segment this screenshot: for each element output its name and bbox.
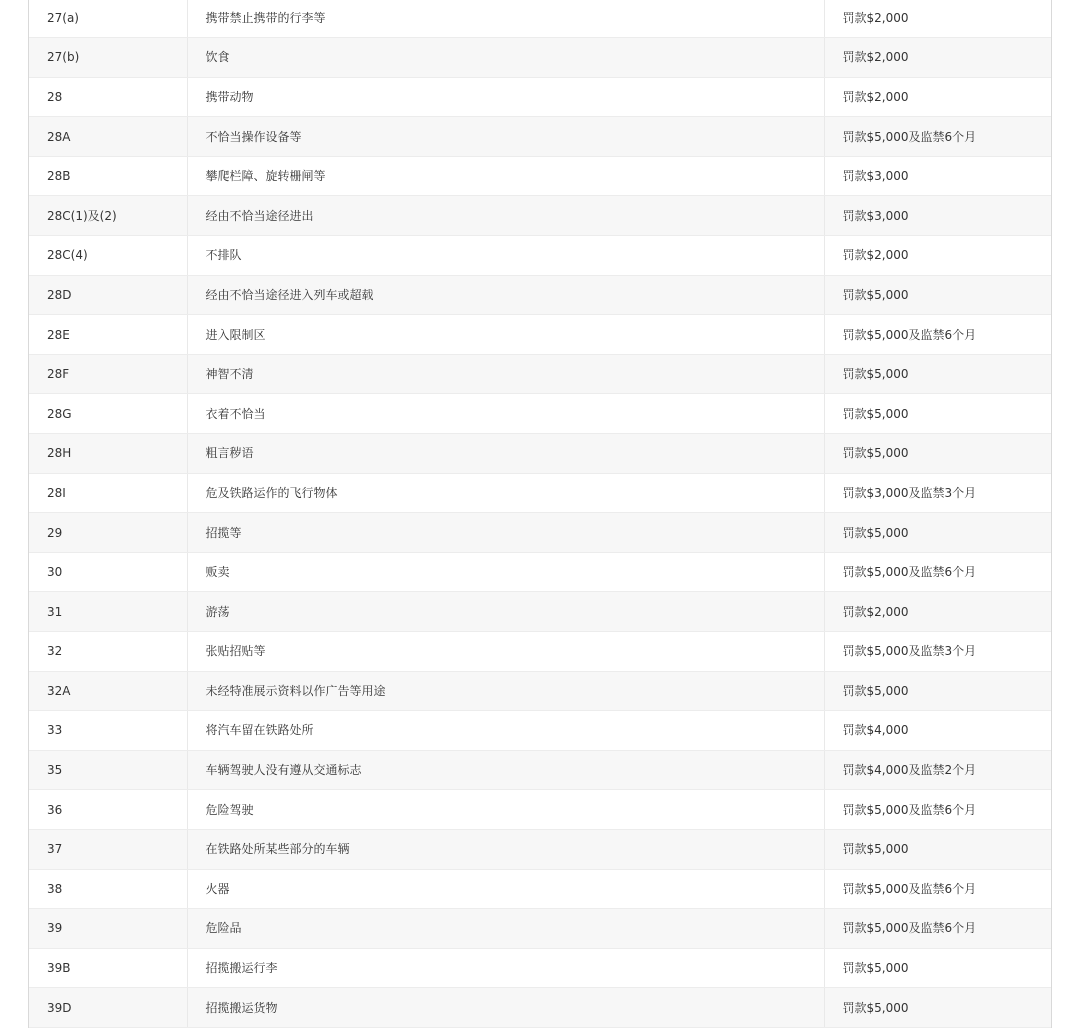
table-row xyxy=(29,117,1051,157)
offence-cell: 不恰当操作设备等 xyxy=(187,117,824,157)
penalty-table-container xyxy=(28,0,1052,1028)
table-row xyxy=(29,711,1051,751)
penalty-cell: 罚款$4,000及监禁2个月 xyxy=(824,750,1051,790)
offence-cell: 危及铁路运作的飞行物体 xyxy=(187,473,824,513)
offence-cell: 张贴招贴等 xyxy=(187,632,824,672)
section-cell: 31 xyxy=(29,592,187,632)
table-row xyxy=(29,354,1051,394)
penalty-cell: 罚款$5,000及监禁6个月 xyxy=(824,552,1051,592)
penalty-cell: 罚款$2,000 xyxy=(824,38,1051,78)
penalty-cell: 罚款$5,000 xyxy=(824,354,1051,394)
offence-cell: 招揽等 xyxy=(187,513,824,553)
penalty-cell: 罚款$5,000及监禁6个月 xyxy=(824,869,1051,909)
table-row xyxy=(29,513,1051,553)
section-cell: 28E xyxy=(29,315,187,355)
penalty-table xyxy=(29,0,1051,1028)
table-row xyxy=(29,315,1051,355)
penalty-cell: 罚款$3,000 xyxy=(824,156,1051,196)
penalty-cell: 罚款$5,000 xyxy=(824,988,1051,1028)
table-row xyxy=(29,275,1051,315)
offence-cell: 携带禁止携带的行李等 xyxy=(187,0,824,38)
table-row xyxy=(29,869,1051,909)
table-row xyxy=(29,592,1051,632)
offence-cell: 招揽搬运货物 xyxy=(187,988,824,1028)
section-cell: 38 xyxy=(29,869,187,909)
offence-cell: 未经特准展示资料以作广告等用途 xyxy=(187,671,824,711)
penalty-cell: 罚款$3,000 xyxy=(824,196,1051,236)
section-cell: 28F xyxy=(29,354,187,394)
table-row xyxy=(29,671,1051,711)
offence-cell: 危险品 xyxy=(187,909,824,949)
penalty-cell: 罚款$2,000 xyxy=(824,592,1051,632)
offence-cell: 危险驾驶 xyxy=(187,790,824,830)
table-row xyxy=(29,473,1051,513)
section-cell: 39 xyxy=(29,909,187,949)
table-row xyxy=(29,196,1051,236)
offence-cell: 携带动物 xyxy=(187,77,824,117)
section-cell: 28D xyxy=(29,275,187,315)
penalty-cell: 罚款$2,000 xyxy=(824,77,1051,117)
table-row xyxy=(29,909,1051,949)
section-cell: 36 xyxy=(29,790,187,830)
penalty-cell: 罚款$5,000 xyxy=(824,829,1051,869)
offence-cell: 车辆驾驶人没有遵从交通标志 xyxy=(187,750,824,790)
table-row xyxy=(29,236,1051,276)
table-row xyxy=(29,38,1051,78)
section-cell: 28I xyxy=(29,473,187,513)
table-row xyxy=(29,750,1051,790)
section-cell: 28G xyxy=(29,394,187,434)
offence-cell: 不排队 xyxy=(187,236,824,276)
table-row xyxy=(29,790,1051,830)
offence-cell: 游荡 xyxy=(187,592,824,632)
offence-cell: 饮食 xyxy=(187,38,824,78)
offence-cell: 衣着不恰当 xyxy=(187,394,824,434)
penalty-cell: 罚款$5,000 xyxy=(824,671,1051,711)
table-row xyxy=(29,0,1051,38)
offence-cell: 招揽搬运行李 xyxy=(187,948,824,988)
penalty-cell: 罚款$5,000 xyxy=(824,434,1051,474)
offence-cell: 经由不恰当途径进入列车或超载 xyxy=(187,275,824,315)
penalty-cell: 罚款$5,000及监禁6个月 xyxy=(824,790,1051,830)
offence-cell: 在铁路处所某些部分的车辆 xyxy=(187,829,824,869)
section-cell: 29 xyxy=(29,513,187,553)
offence-cell: 攀爬栏障、旋转栅闸等 xyxy=(187,156,824,196)
penalty-cell: 罚款$5,000及监禁6个月 xyxy=(824,909,1051,949)
table-row xyxy=(29,77,1051,117)
section-cell: 32 xyxy=(29,632,187,672)
section-cell: 27(a) xyxy=(29,0,187,38)
section-cell: 33 xyxy=(29,711,187,751)
section-cell: 39B xyxy=(29,948,187,988)
offence-cell: 火器 xyxy=(187,869,824,909)
table-row xyxy=(29,988,1051,1028)
table-row xyxy=(29,156,1051,196)
section-cell: 28A xyxy=(29,117,187,157)
offence-cell: 贩卖 xyxy=(187,552,824,592)
penalty-cell: 罚款$5,000 xyxy=(824,275,1051,315)
table-row xyxy=(29,948,1051,988)
table-row xyxy=(29,829,1051,869)
table-row xyxy=(29,434,1051,474)
section-cell: 28C(4) xyxy=(29,236,187,276)
section-cell: 27(b) xyxy=(29,38,187,78)
penalty-cell: 罚款$5,000 xyxy=(824,513,1051,553)
section-cell: 32A xyxy=(29,671,187,711)
offence-cell: 将汽车留在铁路处所 xyxy=(187,711,824,751)
offence-cell: 进入限制区 xyxy=(187,315,824,355)
penalty-cell: 罚款$2,000 xyxy=(824,236,1051,276)
table-row xyxy=(29,552,1051,592)
offence-cell: 神智不清 xyxy=(187,354,824,394)
section-cell: 39D xyxy=(29,988,187,1028)
penalty-cell: 罚款$5,000及监禁6个月 xyxy=(824,315,1051,355)
section-cell: 30 xyxy=(29,552,187,592)
penalty-cell: 罚款$5,000 xyxy=(824,948,1051,988)
section-cell: 28H xyxy=(29,434,187,474)
section-cell: 35 xyxy=(29,750,187,790)
offence-cell: 粗言秽语 xyxy=(187,434,824,474)
penalty-table-body xyxy=(29,0,1051,1027)
section-cell: 28B xyxy=(29,156,187,196)
penalty-cell: 罚款$4,000 xyxy=(824,711,1051,751)
penalty-cell: 罚款$5,000 xyxy=(824,394,1051,434)
penalty-cell: 罚款$3,000及监禁3个月 xyxy=(824,473,1051,513)
table-row xyxy=(29,394,1051,434)
section-cell: 37 xyxy=(29,829,187,869)
penalty-cell: 罚款$5,000及监禁3个月 xyxy=(824,632,1051,672)
penalty-cell: 罚款$2,000 xyxy=(824,0,1051,38)
section-cell: 28C(1)及(2) xyxy=(29,196,187,236)
penalty-cell: 罚款$5,000及监禁6个月 xyxy=(824,117,1051,157)
table-row xyxy=(29,632,1051,672)
section-cell: 28 xyxy=(29,77,187,117)
offence-cell: 经由不恰当途径进出 xyxy=(187,196,824,236)
